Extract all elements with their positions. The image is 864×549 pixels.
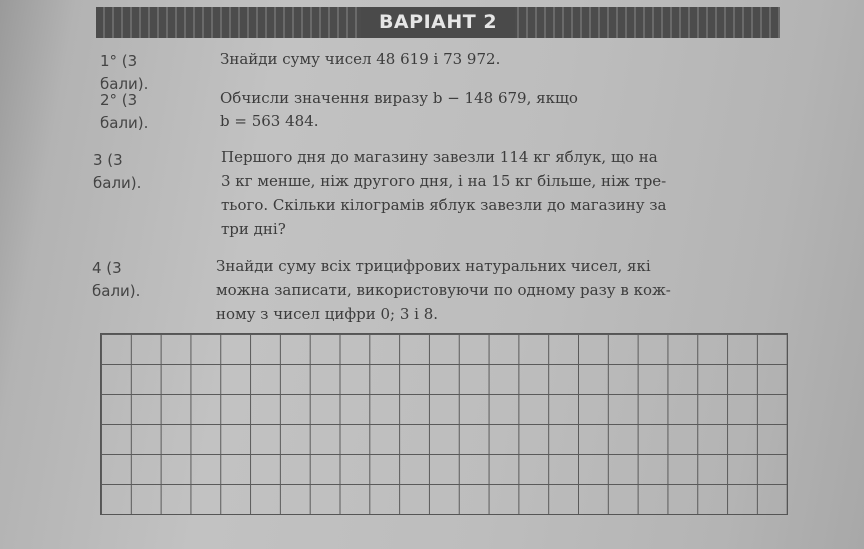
task-1-line-1: Знайди суму чисел 48 619 і 73 972.	[220, 50, 501, 68]
task-1-text	[220, 48, 500, 71]
task-3-text	[221, 145, 666, 241]
task-4-line-2: можна записати, використовуючи по одному разу в кож-	[216, 281, 671, 299]
task-4-text	[216, 254, 671, 326]
task-2-number: 2° (3 бали).	[100, 91, 149, 132]
task-3-number: 3 (3 бали).	[93, 151, 142, 192]
task-3-line-3: тього. Скільки кілограмів яблук завезли до магазину за	[221, 196, 667, 214]
task-4-line-3: ному з чисел цифри 0; 3 і 8.	[216, 305, 439, 323]
task-3-line-4: три дні?	[221, 220, 286, 238]
variant-title: ВАРІАНТ 2	[361, 7, 515, 38]
answer-grid	[100, 333, 788, 515]
task-1-number: 1° (3 бали).	[100, 52, 149, 93]
task-2-line-1: Обчисли значення виразу b − 148 679, якщо	[220, 89, 578, 107]
task-4-line-1: Знайди суму всіх трицифрових натуральних чисел, які	[216, 257, 651, 275]
task-2-line-2: b = 563 484.	[220, 112, 319, 130]
task-4-number: 4 (3 бали).	[92, 259, 141, 300]
variant-header-bar	[96, 7, 780, 38]
task-3-line-2: 3 кг менше, ніж другого дня, і на 15 кг більше, ніж тре-	[221, 172, 667, 190]
task-3-line-1: Першого дня до магазину завезли 114 кг яблук, що на	[221, 148, 658, 166]
task-2-text	[220, 87, 578, 133]
